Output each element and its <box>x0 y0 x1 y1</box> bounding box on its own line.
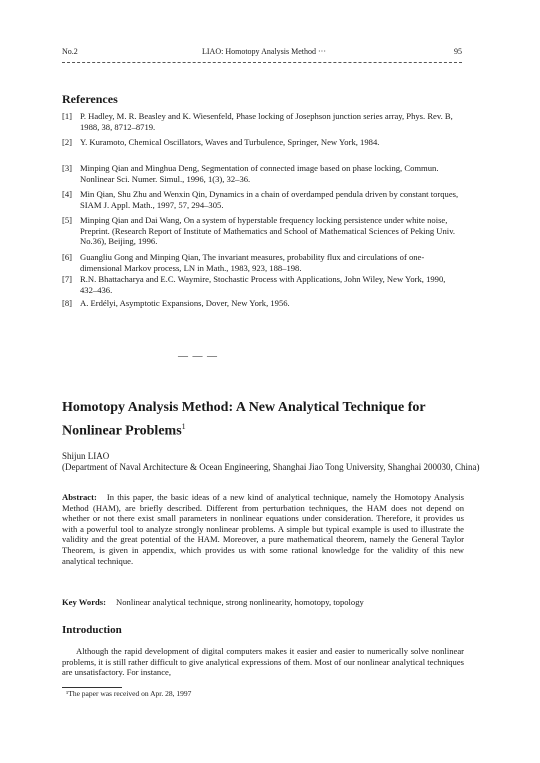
author-name: Shijun LIAO <box>62 451 110 461</box>
footnote: ¹The paper was received on Apr. 28, 1997 <box>66 689 192 698</box>
running-title: LIAO: Homotopy Analysis Method ··· <box>202 47 326 56</box>
volume-number: No.2 <box>62 47 78 56</box>
author-affiliation: (Department of Naval Architecture & Ocean Engineering, Shanghai Jiao Tong University, Shanghai 200030, China) <box>62 462 480 472</box>
reference-item <box>62 252 462 273</box>
reference-text: Minping Qian and Minghua Deng, Segmentation of connected image based on phase locking, Commun. Nonlinear Sci. Numer. Simul., 1996, 1(3), 32–36. <box>80 163 439 184</box>
reference-number: [1] <box>62 111 73 121</box>
reference-item <box>62 137 462 148</box>
reference-number: [4] <box>62 189 73 199</box>
page-number: 95 <box>454 47 462 56</box>
footnote-rule <box>62 687 122 688</box>
keywords-label: Key Words: <box>62 597 107 607</box>
abstract-text: In this paper, the basic ideas of a new kind of analytical technique, namely the Homotopy Analysis Method (HAM), are briefly described. Different from perturbation techniques, the HAM does not depend on whether or not there exist small parameters in nonlinear equations under consideration. Therefore, it provides us with a powerful tool to analyze strongly nonlinear problems. A simple but typical example is used to illustrate the validity and the great potential of the HAM. Moreover, a pure mathematical theorem, namely the General Taylor Theorem, is given in appendix, which provides us with some rational knowledge for the validity of this new analytical technique. <box>62 492 464 566</box>
reference-item <box>62 189 462 210</box>
reference-text: Min Qian, Shu Zhu and Wenxin Qin, Dynamics in a chain of overdamped pendula driven by constant torques, SIAM J. Appl. Math., 1997, 57, 294–305. <box>80 189 459 210</box>
introduction-heading: Introduction <box>62 624 122 636</box>
reference-number: [7] <box>62 274 73 284</box>
reference-number: [2] <box>62 137 73 147</box>
introduction-text: Although the rapid development of digital computers makes it easier and easier to numerically solve nonlinear problems, it is still rather difficult to give analytical expressions of them. Most of our nonlinear analytical techniques are unsatisfactory. For instance, <box>62 646 464 678</box>
reference-text: R.N. Bhattacharya and E.C. Waymire, Stochastic Process with Applications, John Wiley, New York, 1990, 432–436. <box>80 274 446 295</box>
reference-item <box>62 274 462 295</box>
reference-item <box>62 111 462 132</box>
header-rule <box>62 62 462 63</box>
reference-number: [6] <box>62 252 73 262</box>
reference-text: Guangliu Gong and Minping Qian, The invariant measures, probability flux and circulations of one-dimensional Markov process, LN in Math., 1983, 923, 188–198. <box>80 252 425 273</box>
reference-number: [5] <box>62 215 73 225</box>
reference-number: [3] <box>62 163 73 173</box>
references-heading: References <box>62 92 118 106</box>
reference-text: Minping Qian and Dai Wang, On a system of hyperstable frequency locking persistence under white noise, Preprint. (Research Report of Institute of Mathematics and School of Mathematical Sciences of Peking Univ. No.36), Beijing, 1996. <box>80 215 456 247</box>
section-separator: — — — <box>178 351 218 362</box>
keywords-text: Nonlinear analytical technique, strong nonlinearity, homotopy, topology <box>116 597 364 607</box>
reference-item <box>62 215 462 247</box>
title-footnote-mark: 1 <box>181 422 186 431</box>
reference-number: [8] <box>62 298 73 308</box>
keywords <box>62 597 464 607</box>
reference-text: P. Hadley, M. R. Beasley and K. Wiesenfeld, Phase locking of Josephson junction series array, Phys. Rev. B, 1988, 38, 8712–8719. <box>80 111 453 132</box>
paper-title-text: Homotopy Analysis Method: A New Analytical Technique for Nonlinear Problems <box>62 400 426 439</box>
reference-text: A. Erdélyi, Asymptotic Expansions, Dover, New York, 1956. <box>80 298 290 308</box>
paper-title <box>62 398 462 441</box>
reference-item <box>62 298 462 309</box>
reference-text: Y. Kuramoto, Chemical Oscillators, Waves and Turbulence, Springer, New York, 1984. <box>80 137 380 147</box>
abstract-label: Abstract: <box>62 492 97 502</box>
reference-item <box>62 163 462 184</box>
abstract <box>62 492 464 566</box>
